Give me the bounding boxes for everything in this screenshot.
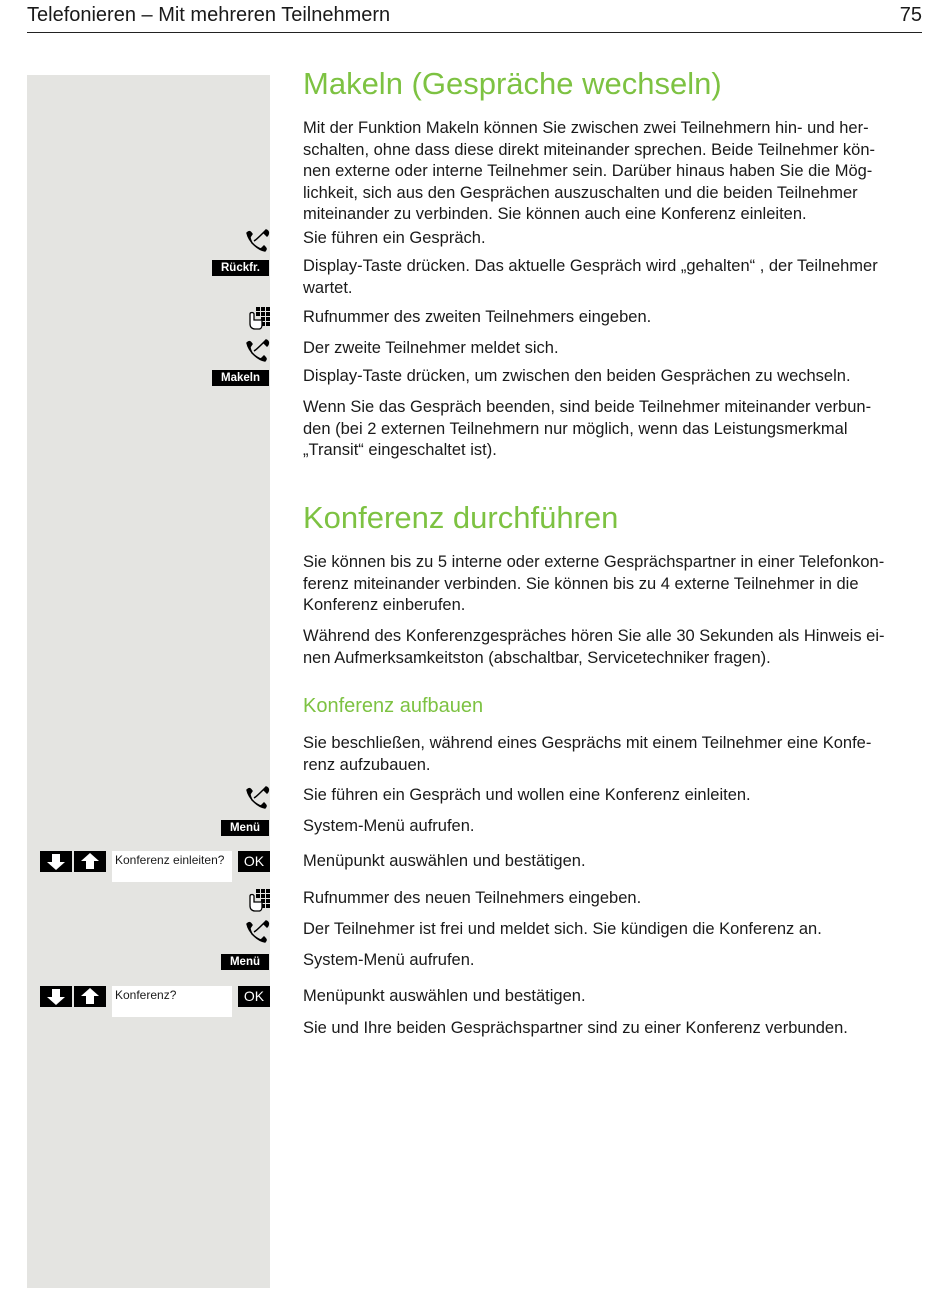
makeln-step-5-text: Display-Taste drücken, um zwischen den beiden Gesprächen zu wechseln. xyxy=(303,367,851,385)
handset-icon xyxy=(246,228,270,252)
arrow-up-key[interactable] xyxy=(74,851,106,872)
display-menu-item: Konferenz einleiten? xyxy=(112,851,232,882)
handset-icon xyxy=(246,785,270,809)
keypad-icon xyxy=(246,306,270,330)
arrow-down-key[interactable] xyxy=(40,851,72,872)
makeln-step-1-text: Sie führen ein Gespräch. xyxy=(303,229,486,247)
konferenz-step-3-text: Menüpunkt auswählen und bestätigen. xyxy=(303,852,586,870)
header-divider xyxy=(27,32,922,33)
makeln-step-2-text: Display-Taste drücken. Das aktuelle Gespräch wird „gehalten“ , der Teilnehmer wartet. xyxy=(303,257,878,297)
konferenz-step-6-text: System-Menü aufrufen. xyxy=(303,951,475,969)
konferenz-para-1: Sie können bis zu 5 interne oder externe Gesprächspartner in einer Telefonkon- ferenz miteinander verbinden. Sie können bis zu 4 externe Teilnehmer in die Konferenz einberufen. xyxy=(303,553,885,614)
sidebar-column xyxy=(27,75,270,1288)
handset-icon xyxy=(246,338,270,362)
page-number: 75 xyxy=(899,4,922,26)
konferenz-step-4-text: Rufnummer des neuen Teilnehmers eingeben. xyxy=(303,889,642,907)
arrow-up-key[interactable] xyxy=(74,986,106,1007)
subsection-title-konferenz-aufbauen: Konferenz aufbauen xyxy=(303,695,484,717)
section-title-konferenz: Konferenz durchführen xyxy=(303,500,619,535)
konferenz-step-1-text: Sie führen ein Gespräch und wollen eine Konferenz einleiten. xyxy=(303,786,751,804)
arrow-down-key[interactable] xyxy=(40,986,72,1007)
rueckfrage-display-key[interactable]: Rückfr. xyxy=(212,260,269,276)
handset-icon xyxy=(246,919,270,943)
makeln-display-key[interactable]: Makeln xyxy=(212,370,269,386)
konferenz-step-2-text: System-Menü aufrufen. xyxy=(303,817,475,835)
konferenz-para-2: Während des Konferenzgespräches hören Sie alle 30 Sekunden als Hinweis ei- nen Aufmerksamkeitston (abschaltbar, Servicetechniker fragen). xyxy=(303,627,885,667)
page-header-title: Telefonieren – Mit mehreren Teilnehmern xyxy=(27,4,391,26)
konferenz-aufbauen-intro: Sie beschließen, während eines Gesprächs mit einem Teilnehmer eine Konfe- renz aufzubauen. xyxy=(303,734,872,774)
menu-display-key[interactable]: Menü xyxy=(221,954,269,970)
ok-key[interactable]: OK xyxy=(238,851,270,872)
keypad-icon xyxy=(246,888,270,912)
makeln-note: Wenn Sie das Gespräch beenden, sind beide Teilnehmer miteinander verbun- den (bei 2 externen Teilnehmern nur möglich, wenn das Leistungsmerkmal „Transit“ eingeschaltet ist). xyxy=(303,398,872,459)
konferenz-final-text: Sie und Ihre beiden Gesprächspartner sind zu einer Konferenz verbunden. xyxy=(303,1019,848,1037)
konferenz-step-5-text: Der Teilnehmer ist frei und meldet sich. Sie kündigen die Konferenz an. xyxy=(303,920,822,938)
makeln-intro: Mit der Funktion Makeln können Sie zwischen zwei Teilnehmern hin- und her- schalten, ohne dass diese direkt miteinander sprechen. Beide Teilnehmer kön- nen externe oder interne Teilnehmer sein. Darüber hinaus haben Sie die Mög- lichkeit, sich aus den Gesprächen auszuschalten und die beiden Teilnehmer miteinander zu verbinden. Sie können auch eine Konferenz einleiten. xyxy=(303,119,876,223)
ok-key[interactable]: OK xyxy=(238,986,270,1007)
makeln-step-4-text: Der zweite Teilnehmer meldet sich. xyxy=(303,339,559,357)
display-menu-item: Konferenz? xyxy=(112,986,232,1017)
konferenz-step-7-text: Menüpunkt auswählen und bestätigen. xyxy=(303,987,586,1005)
makeln-step-3-text: Rufnummer des zweiten Teilnehmers eingeben. xyxy=(303,308,652,326)
menu-display-key[interactable]: Menü xyxy=(221,820,269,836)
section-title-makeln: Makeln (Gespräche wechseln) xyxy=(303,66,722,101)
